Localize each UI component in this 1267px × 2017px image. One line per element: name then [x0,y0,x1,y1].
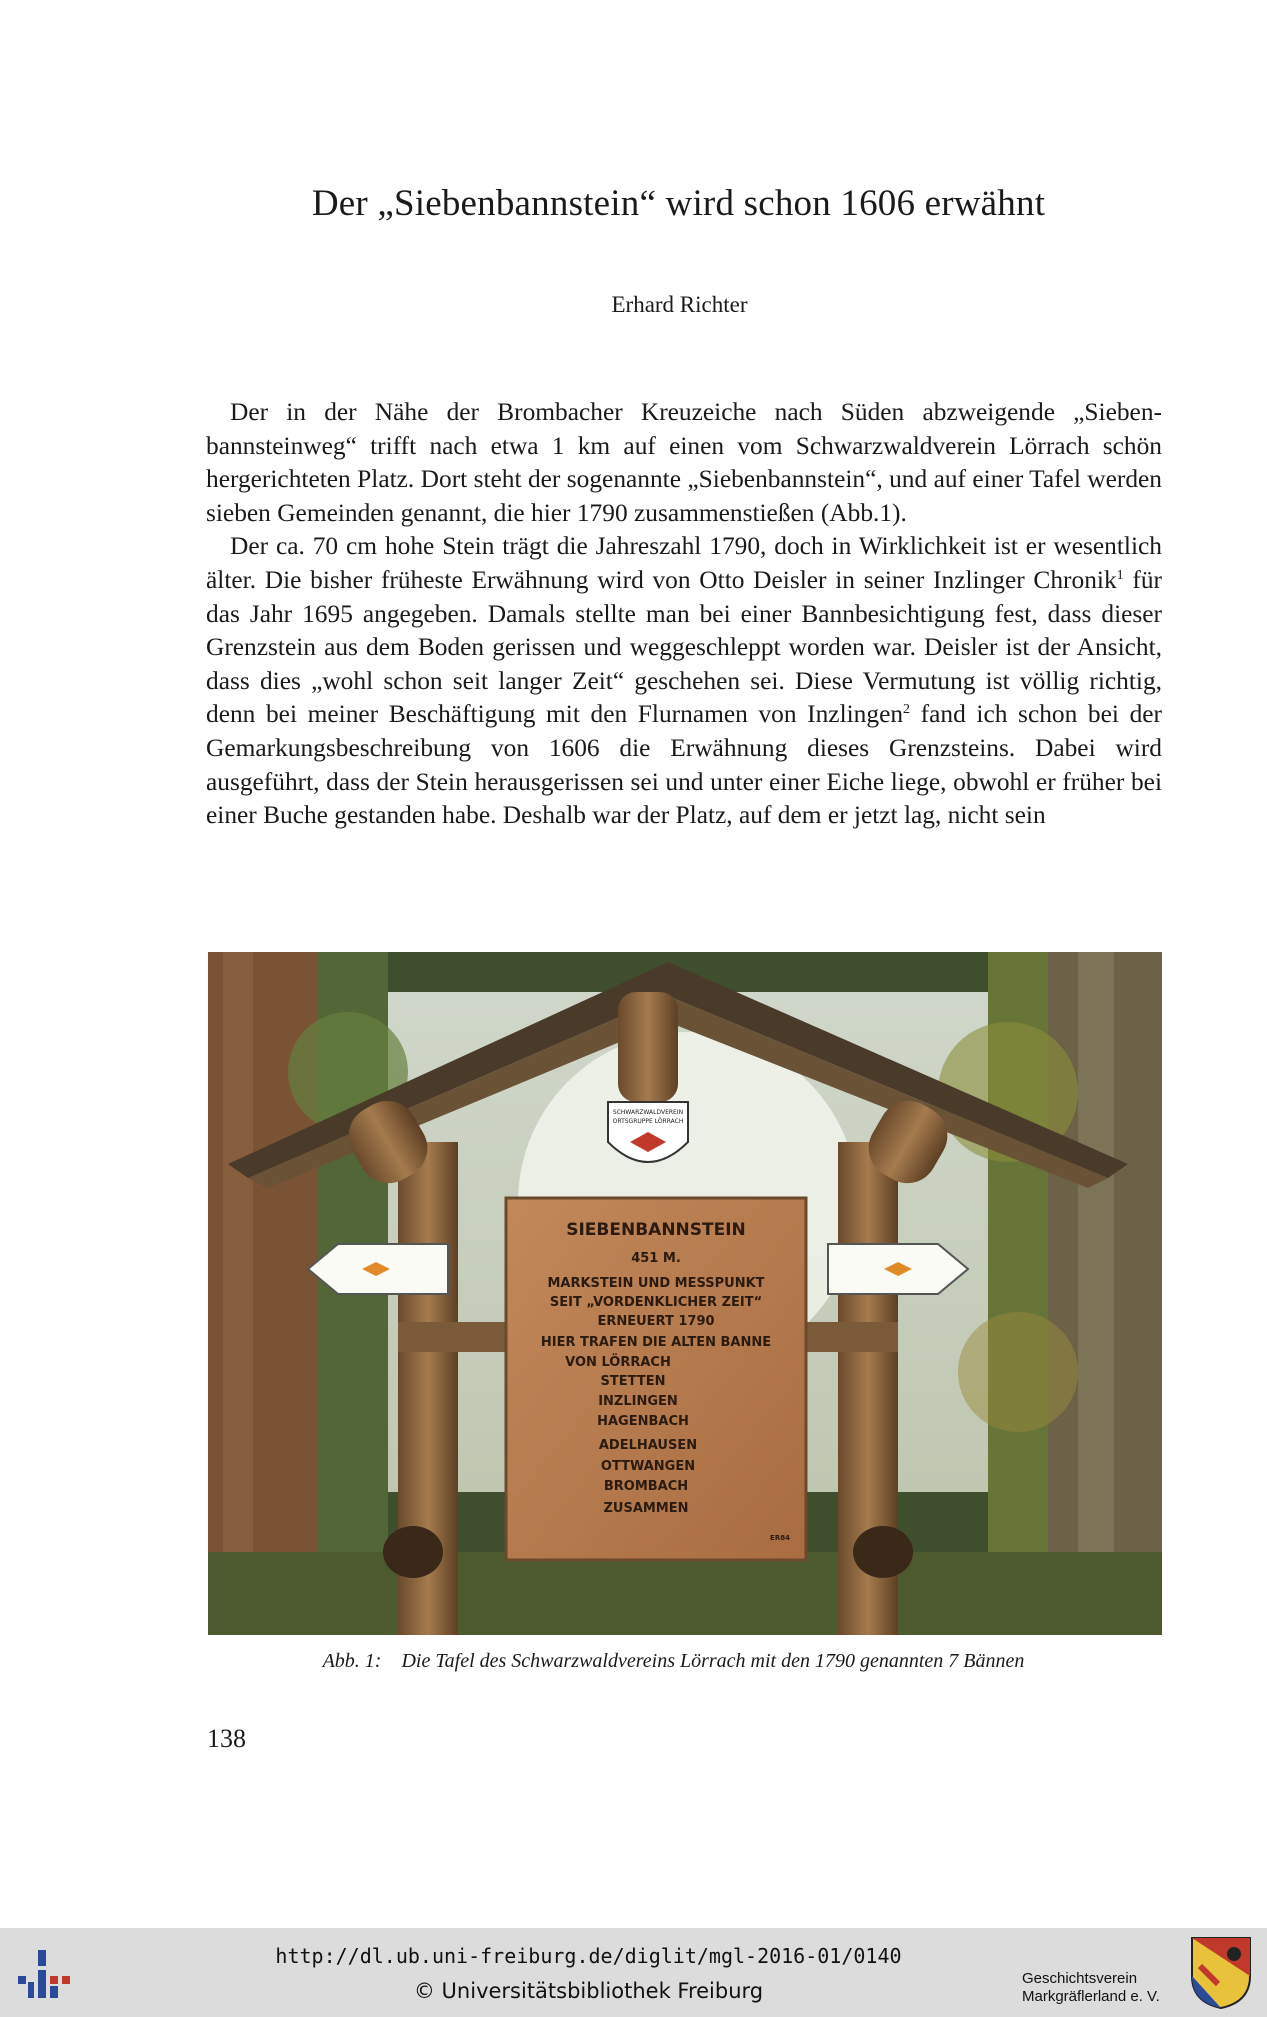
article-body [206,396,1162,833]
footer-copyright: © Universitätsbibliothek Freiburg [413,1979,764,2003]
society-line-2: Markgräflerland e. V. [1022,1988,1160,2005]
caption-text: Die Tafel des Schwarzwaldvereins Lörrach mit den 1790 genannten 7 Bännen [401,1650,1025,1672]
sign-line-11: ADELHAUSEN [598,1438,698,1453]
article-author: Erhard Richter [611,292,748,317]
sign-line-5: ERNEUERT 1790 [597,1314,715,1329]
sign-line-7: VON LÖRRACH [565,1355,671,1370]
sign-line-8: STETTEN [600,1374,666,1389]
sign-line-1: SIEBENBANNSTEIN [566,1220,746,1240]
figure-caption [0,1650,1267,1673]
article-title: Der „Siebenbannstein“ wird schon 1606 erwähnt [311,183,1046,224]
sign-line-12: OTTWANGEN [600,1459,696,1474]
sign-line-2: 451 M. [631,1251,681,1266]
badge-line-2: ORTSGRUPPE LÖRRACH [612,1118,684,1125]
society-line-1: Geschichtsverein [1022,1970,1138,1987]
sign-photo-illustration [208,952,1162,1635]
badge-line-1: SCHWARZWALDVEREIN [612,1109,684,1116]
society-name [1022,1970,1160,2006]
sign-line-10: HAGENBACH [597,1414,689,1429]
sign-line-14: ZUSAMMEN [603,1501,689,1516]
sign-line-13: BROMBACH [603,1479,689,1494]
paragraph-2: Der ca. 70 cm hohe Stein trägt die Jahreszahl 1790, doch in Wirklichkeit ist er wesentlich älter. Die bisher früheste Erwähnung wird von Otto Deisler in seiner Inzlinger Chronik$^1$ für das Jahr 1695 angegeben. Damals stellte man bei einer Bannbesichtigung fest, dass dieser Grenzstein aus dem Boden gerissen und weggeschleppt worden war. Deisler ist der Ansicht, dass dies „wohl schon seit langer Zeit“ geschehen sei. Diese Vermutung ist völlig richtig, denn bei meiner Beschäftigung mit den Flurnamen von Inzlingen$^2$ fand ich schon bei der Gemarkungsbeschreibung von 1606 die Erwähnung dieses Grenzsteins. Dabei wird ausgeführt, dass der Stein herausgerissen sei und unter einer Eiche liege, obwohl er früher bei einer Buche gestanden habe. Deshalb war der Platz, auf dem er jetzt lag, nicht sein [206,532,1162,830]
footer-url-link[interactable]: http://dl.ub.uni-freiburg.de/diglit/mgl-2016-01/0140 [275,1944,902,1968]
footer-bar [0,1928,1267,2017]
coat-of-arms-icon [1190,1936,1252,2010]
sign-line-3: MARKSTEIN UND MESSPUNKT [547,1276,765,1291]
sign-line-4: SEIT „VORDENKLICHER ZEIT“ [549,1295,763,1310]
page-number: 138 [207,1724,246,1753]
sign-line-9: INZLINGEN [598,1394,678,1409]
sign-line-6: HIER TRAFEN DIE ALTEN BANNE [540,1335,772,1350]
paragraph-1: Der in der Nähe der Brombacher Kreuzeiche nach Süden abzweigende „Siebenbannsteinweg“ trifft nach etwa 1 km auf einen vom Schwarzwaldverein Lörrach schön hergerichteten Platz. Dort steht der sogenannte „Siebenbannstein“, und auf einer Tafel werden sieben Gemeinden genannt, die hier 1790 zusammenstießen (Abb.1). [206,398,1162,527]
sign-mark: ER84 [770,1534,790,1542]
caption-label: Abb. 1: [322,1650,382,1672]
figure-photo [208,952,1162,1635]
